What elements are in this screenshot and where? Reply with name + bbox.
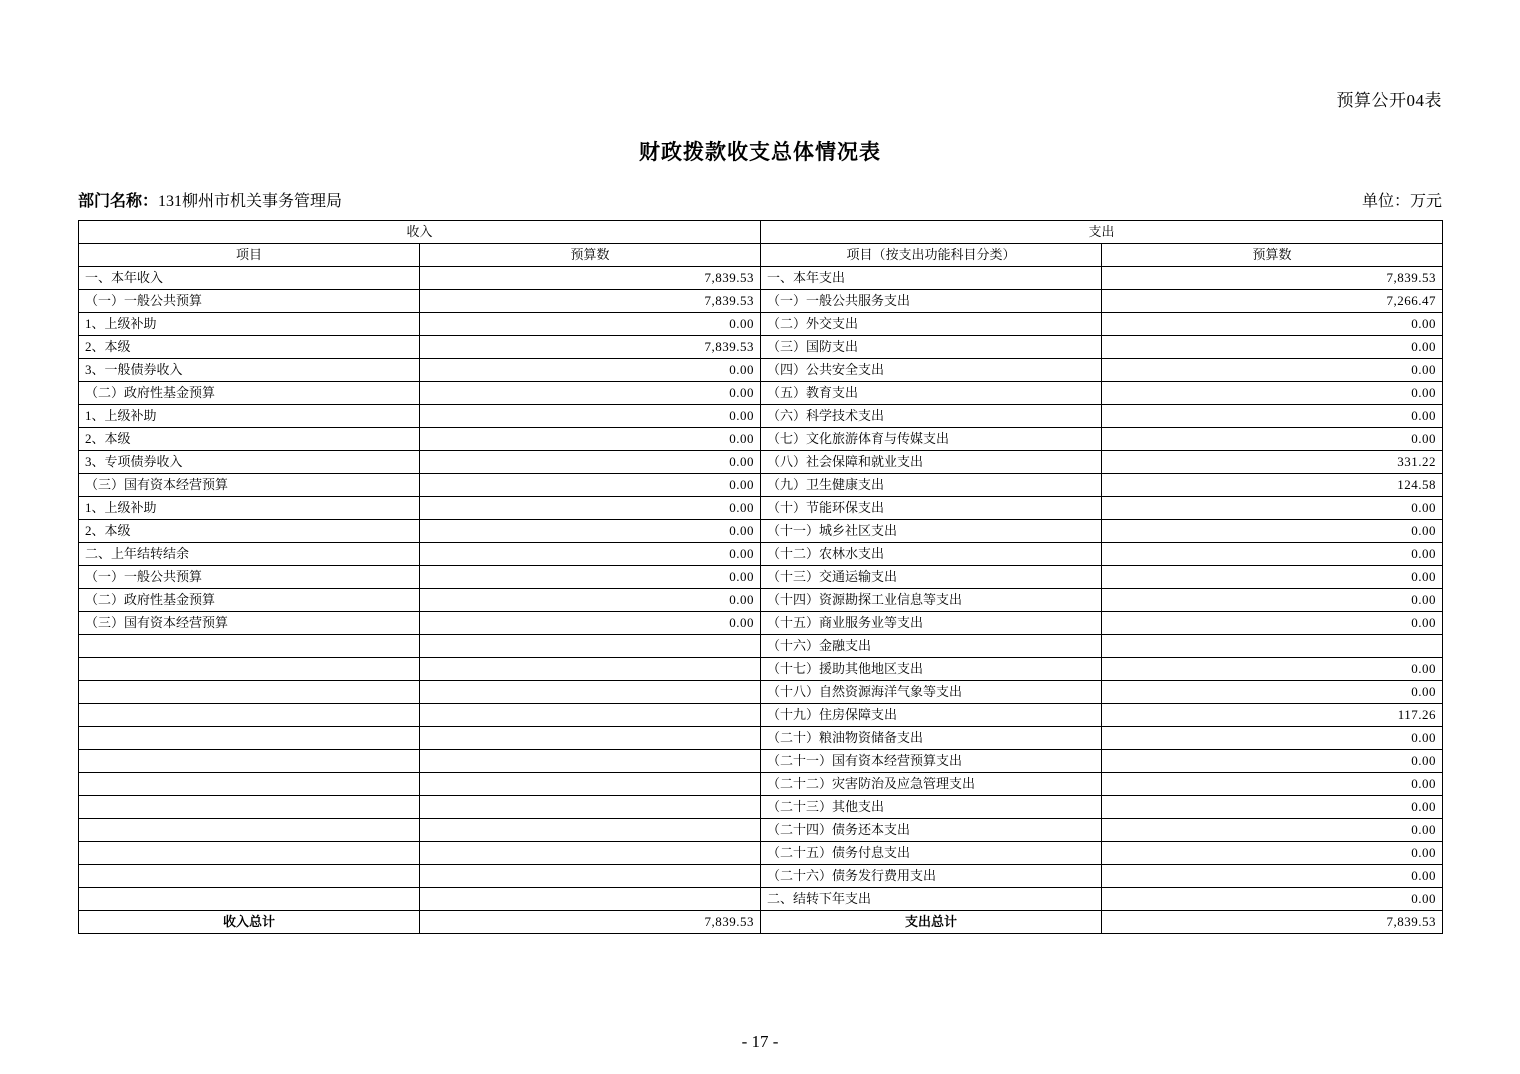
income-item-label: 2、本级 [79,520,420,543]
table-row [79,520,1443,543]
meta-row [78,188,1442,210]
page-number: - 17 - [741,1032,779,1051]
expense-item-label: （十二）农林水支出 [761,543,1102,566]
income-item-label: （二）政府性基金预算 [79,589,420,612]
income-item-label: 3、专项债券收入 [79,451,420,474]
income-item-label: 一、本年收入 [79,267,420,290]
income-item-amount: 0.00 [420,428,761,451]
table-row [79,267,1443,290]
expense-item-amount: 0.00 [1102,865,1443,888]
table-row [79,566,1443,589]
income-item-label [79,865,420,888]
expense-item-label: （二十四）债务还本支出 [761,819,1102,842]
expense-item-label: （十三）交通运输支出 [761,566,1102,589]
expense-item-amount: 0.00 [1102,428,1443,451]
expense-item-label: （十九）住房保障支出 [761,704,1102,727]
expense-item-label: （十六）金融支出 [761,635,1102,658]
income-item-amount: 0.00 [420,497,761,520]
income-item-amount: 0.00 [420,543,761,566]
form-code-label: 预算公开04表 [1336,91,1442,110]
expense-item-amount: 7,839.53 [1102,267,1443,290]
expense-item-label: （六）科学技术支出 [761,405,1102,428]
expense-item-amount: 0.00 [1102,842,1443,865]
expense-item-amount: 0.00 [1102,750,1443,773]
unit-label: 单位：万元 [1361,193,1442,210]
income-item-label [79,635,420,658]
table-row [79,750,1443,773]
income-item-amount: 0.00 [420,612,761,635]
expense-item-label: （一）一般公共服务支出 [761,290,1102,313]
income-item-label: 2、本级 [79,428,420,451]
table-row [79,382,1443,405]
expense-total-amount: 7,839.53 [1102,911,1443,934]
table-group-header-row [79,221,1443,244]
income-item-amount: 0.00 [420,589,761,612]
income-item-label [79,727,420,750]
income-item-amount [420,704,761,727]
table-row [79,842,1443,865]
expense-item-amount: 0.00 [1102,612,1443,635]
income-item-label: （一）一般公共预算 [79,566,420,589]
expense-item-amount: 0.00 [1102,520,1443,543]
income-total-label: 收入总计 [79,911,420,934]
income-item-amount [420,635,761,658]
income-item-amount [420,727,761,750]
income-item-amount: 7,839.53 [420,336,761,359]
expense-item-label: （十一）城乡社区支出 [761,520,1102,543]
table-row [79,658,1443,681]
table-row [79,497,1443,520]
expense-item-amount: 124.58 [1102,474,1443,497]
expense-item-amount: 117.26 [1102,704,1443,727]
income-item-amount: 0.00 [420,313,761,336]
column-header-income-amount: 预算数 [420,244,761,267]
department-name: 131柳州市机关事务管理局 [158,193,343,210]
income-item-label: 1、上级补助 [79,497,420,520]
table-row [79,819,1443,842]
expense-item-label: 二、结转下年支出 [761,888,1102,911]
table-row [79,543,1443,566]
income-item-amount: 0.00 [420,382,761,405]
income-item-amount [420,796,761,819]
income-item-amount: 0.00 [420,405,761,428]
income-item-label [79,681,420,704]
income-item-amount [420,865,761,888]
budget-table [78,220,1443,934]
income-item-amount: 7,839.53 [420,267,761,290]
income-item-label [79,658,420,681]
table-row [79,451,1443,474]
expense-item-label: （九）卫生健康支出 [761,474,1102,497]
expense-item-label: （二十一）国有资本经营预算支出 [761,750,1102,773]
table-row [79,290,1443,313]
expense-item-amount: 0.00 [1102,658,1443,681]
expense-item-amount: 0.00 [1102,819,1443,842]
income-total-amount: 7,839.53 [420,911,761,934]
table-row [79,773,1443,796]
table-total-row [79,911,1443,934]
income-item-amount: 7,839.53 [420,290,761,313]
expense-item-amount: 0.00 [1102,727,1443,750]
expense-item-label: （二十三）其他支出 [761,796,1102,819]
income-item-label [79,842,420,865]
income-item-label: 1、上级补助 [79,405,420,428]
income-item-amount: 0.00 [420,451,761,474]
table-row [79,359,1443,382]
expense-item-label: （四）公共安全支出 [761,359,1102,382]
income-item-amount: 0.00 [420,474,761,497]
expense-item-amount [1102,635,1443,658]
expense-item-amount: 0.00 [1102,681,1443,704]
income-item-label: （三）国有资本经营预算 [79,612,420,635]
expense-item-amount: 0.00 [1102,336,1443,359]
expense-item-label: 一、本年支出 [761,267,1102,290]
income-item-amount [420,681,761,704]
table-row [79,888,1443,911]
income-item-label: （一）一般公共预算 [79,290,420,313]
expense-item-label: （五）教育支出 [761,382,1102,405]
expense-item-label: （十四）资源勘探工业信息等支出 [761,589,1102,612]
table-row [79,428,1443,451]
table-row [79,405,1443,428]
expense-item-label: （二）外交支出 [761,313,1102,336]
expense-item-amount: 7,266.47 [1102,290,1443,313]
expense-item-amount: 0.00 [1102,888,1443,911]
expense-item-label: （十）节能环保支出 [761,497,1102,520]
income-item-label: 1、上级补助 [79,313,420,336]
table-row [79,313,1443,336]
income-item-amount: 0.00 [420,520,761,543]
income-item-amount [420,773,761,796]
expense-item-amount: 0.00 [1102,773,1443,796]
expense-item-amount: 0.00 [1102,382,1443,405]
group-header-expense: 支出 [761,221,1443,244]
table-row [79,796,1443,819]
expense-item-amount: 0.00 [1102,589,1443,612]
expense-item-amount: 0.00 [1102,566,1443,589]
income-item-label [79,704,420,727]
table-row [79,635,1443,658]
table-column-header-row [79,244,1443,267]
income-item-amount: 0.00 [420,566,761,589]
income-item-amount [420,888,761,911]
expense-item-label: （二十）粮油物资储备支出 [761,727,1102,750]
table-row [79,681,1443,704]
table-row [79,474,1443,497]
department-label: 部门名称： [78,193,159,210]
expense-item-amount: 0.00 [1102,405,1443,428]
expense-item-amount: 0.00 [1102,796,1443,819]
page-title: 财政拨款收支总体情况表 [639,140,881,164]
expense-item-label: （七）文化旅游体育与传媒支出 [761,428,1102,451]
table-row [79,727,1443,750]
column-header-expense-item: 项目（按支出功能科目分类） [761,244,1102,267]
table-row [79,865,1443,888]
column-header-expense-amount: 预算数 [1102,244,1443,267]
expense-item-label: （二十二）灾害防治及应急管理支出 [761,773,1102,796]
expense-item-label: （二十六）债务发行费用支出 [761,865,1102,888]
income-item-label: 3、一般债券收入 [79,359,420,382]
income-item-amount [420,750,761,773]
expense-item-amount: 0.00 [1102,497,1443,520]
expense-total-label: 支出总计 [761,911,1102,934]
table-row [79,612,1443,635]
expense-item-label: （三）国防支出 [761,336,1102,359]
income-item-label [79,750,420,773]
group-header-income: 收入 [79,221,761,244]
income-item-amount [420,819,761,842]
expense-item-amount: 331.22 [1102,451,1443,474]
expense-item-label: （十七）援助其他地区支出 [761,658,1102,681]
income-item-label [79,796,420,819]
income-item-label: 二、上年结转结余 [79,543,420,566]
column-header-income-item: 项目 [79,244,420,267]
table-row [79,704,1443,727]
expense-item-amount: 0.00 [1102,543,1443,566]
income-item-amount: 0.00 [420,359,761,382]
income-item-label [79,888,420,911]
income-item-label: （三）国有资本经营预算 [79,474,420,497]
expense-item-label: （八）社会保障和就业支出 [761,451,1102,474]
expense-item-amount: 0.00 [1102,359,1443,382]
income-item-label: （二）政府性基金预算 [79,382,420,405]
table-row [79,589,1443,612]
income-item-label [79,773,420,796]
expense-item-label: （十五）商业服务业等支出 [761,612,1102,635]
income-item-amount [420,842,761,865]
expense-item-amount: 0.00 [1102,313,1443,336]
table-body [79,221,1443,934]
income-item-label [79,819,420,842]
table-row [79,336,1443,359]
expense-item-label: （二十五）债务付息支出 [761,842,1102,865]
income-item-label: 2、本级 [79,336,420,359]
expense-item-label: （十八）自然资源海洋气象等支出 [761,681,1102,704]
income-item-amount [420,658,761,681]
